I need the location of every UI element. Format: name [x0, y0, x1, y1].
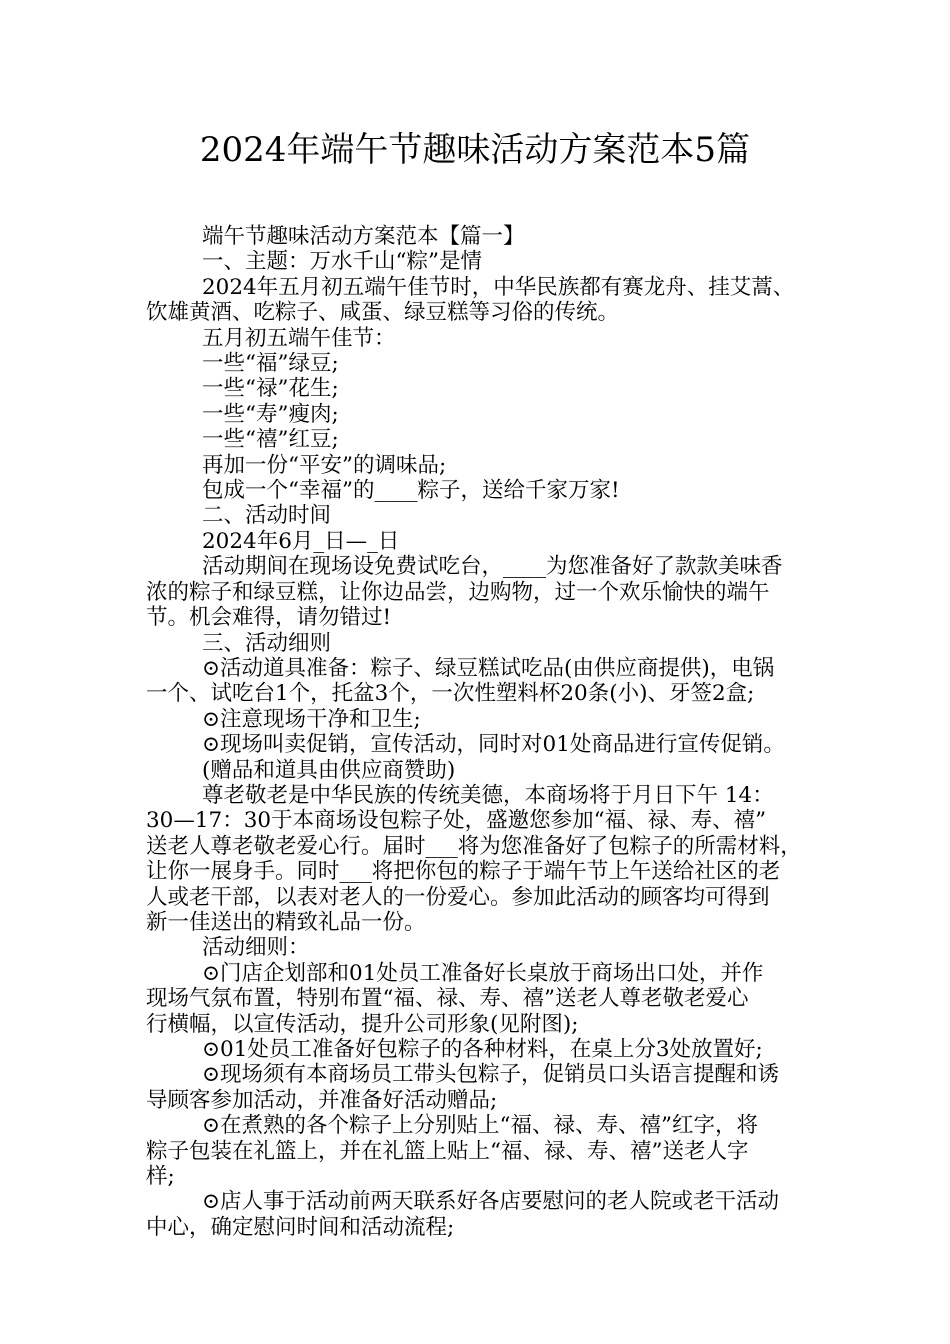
paragraph-line: ⊙现场须有本商场员工带头包粽子，促销员口头语言提醒和诱 [202, 1062, 780, 1088]
paragraph-line: ⊙活动道具准备：粽子、绿豆糕试吃品(由供应商提供)，电锅 [202, 655, 775, 681]
paragraph-line: 行横幅，以宣传活动，提升公司形象(见附图); [146, 1011, 579, 1037]
paragraph-line: 一、主题：万水千山“粽”是情 [202, 249, 482, 275]
document-title: 2024年端午节趣味活动方案范本5篇 [199, 130, 751, 170]
paragraph-line: 一些“禄”花生; [202, 376, 339, 402]
paragraph-line: 饮雄黄酒、吃粽子、咸蛋、绿豆糕等习俗的传统。 [146, 300, 620, 326]
paragraph-line: 节。机会难得，请勿错过! [146, 605, 392, 631]
paragraph-line: 尊老敬老是中华民族的传统美德，本商场将于月日下午 14： [202, 782, 774, 808]
paragraph-line: 一个、试吃台1个，托盆3个，一次性塑料杯20条(小)、牙签2盒; [146, 681, 755, 707]
paragraph-line: 再加一份“平安”的调味品; [202, 452, 447, 478]
paragraph-line: 五月初五端午佳节： [202, 325, 396, 351]
paragraph-line: ⊙现场叫卖促销，宣传活动，同时对01处商品进行宣传促销。 [202, 732, 785, 758]
paragraph-line: 一些“福”绿豆; [202, 351, 339, 377]
paragraph-line: 让你一展身手。同时___将把你包的粽子于端午节上午送给社区的老 [146, 859, 781, 885]
paragraph-line: 2024年6月_日—_日 [202, 528, 400, 554]
paragraph-line: 端午节趣味活动方案范本【篇一】 [202, 224, 525, 249]
paragraph-line: 包成一个“幸福”的____粽子，送给千家万家! [202, 478, 620, 504]
paragraph-line: 活动细则： [202, 935, 310, 961]
paragraph-line: 浓的粽子和绿豆糕，让你边品尝，边购物，过一个欢乐愉快的端午 [146, 579, 770, 605]
paragraph-line: 2024年五月初五端午佳节时，中华民族都有赛龙舟、挂艾蒿、 [202, 274, 795, 300]
paragraph-line: 一些“寿”瘦肉; [202, 401, 339, 427]
paragraph-line: 30—17：30于本商场设包粽子处，盛邀您参加“福、禄、寿、禧” [146, 808, 767, 834]
paragraph-line: 导顾客参加活动，并准备好活动赠品; [146, 1087, 498, 1113]
paragraph-line: ⊙门店企划部和01处员工准备好长桌放于商场出口处，并作 [202, 960, 764, 986]
paragraph-line: 现场气氛布置，特别布置“福、禄、寿、禧”送老人尊老敬老爱心 [146, 986, 749, 1012]
paragraph-line: 人或老干部，以表对老人的一份爱心。参加此活动的顾客均可得到 [146, 884, 770, 910]
paragraph-line: 样; [146, 1164, 175, 1190]
paragraph-line: 二、活动时间 [202, 503, 332, 529]
paragraph-line: 送老人尊老敬老爱心行。届时___将为您准备好了包粽子的所需材料， [146, 833, 802, 859]
paragraph-line: ⊙在煮熟的各个粽子上分别贴上“福、禄、寿、禧”红字，将 [202, 1113, 759, 1139]
paragraph-line: (赠品和道具由供应商赞助) [202, 757, 456, 783]
paragraph-line: 活动期间在现场设免费试吃台，____为您准备好了款款美味香 [202, 554, 783, 580]
document-body [146, 224, 814, 1240]
paragraph-line: 粽子包装在礼篮上，并在礼篮上贴上“福、禄、寿、禧”送老人字 [146, 1138, 749, 1164]
paragraph-line: 一些“禧”红豆; [202, 427, 339, 453]
paragraph-line: ⊙店人事于活动前两天联系好各店要慰问的老人院或老干活动 [202, 1189, 780, 1215]
paragraph-line: ⊙01处员工准备好包粽子的各种材料，在桌上分3处放置好; [202, 1037, 763, 1062]
paragraph-line: 三、活动细则 [202, 630, 332, 656]
paragraph-line: ⊙注意现场干净和卫生; [202, 706, 421, 732]
paragraph-line: 中心，确定慰问时间和活动流程; [146, 1214, 455, 1240]
paragraph-line: 新一佳送出的精致礼品一份。 [146, 909, 426, 935]
